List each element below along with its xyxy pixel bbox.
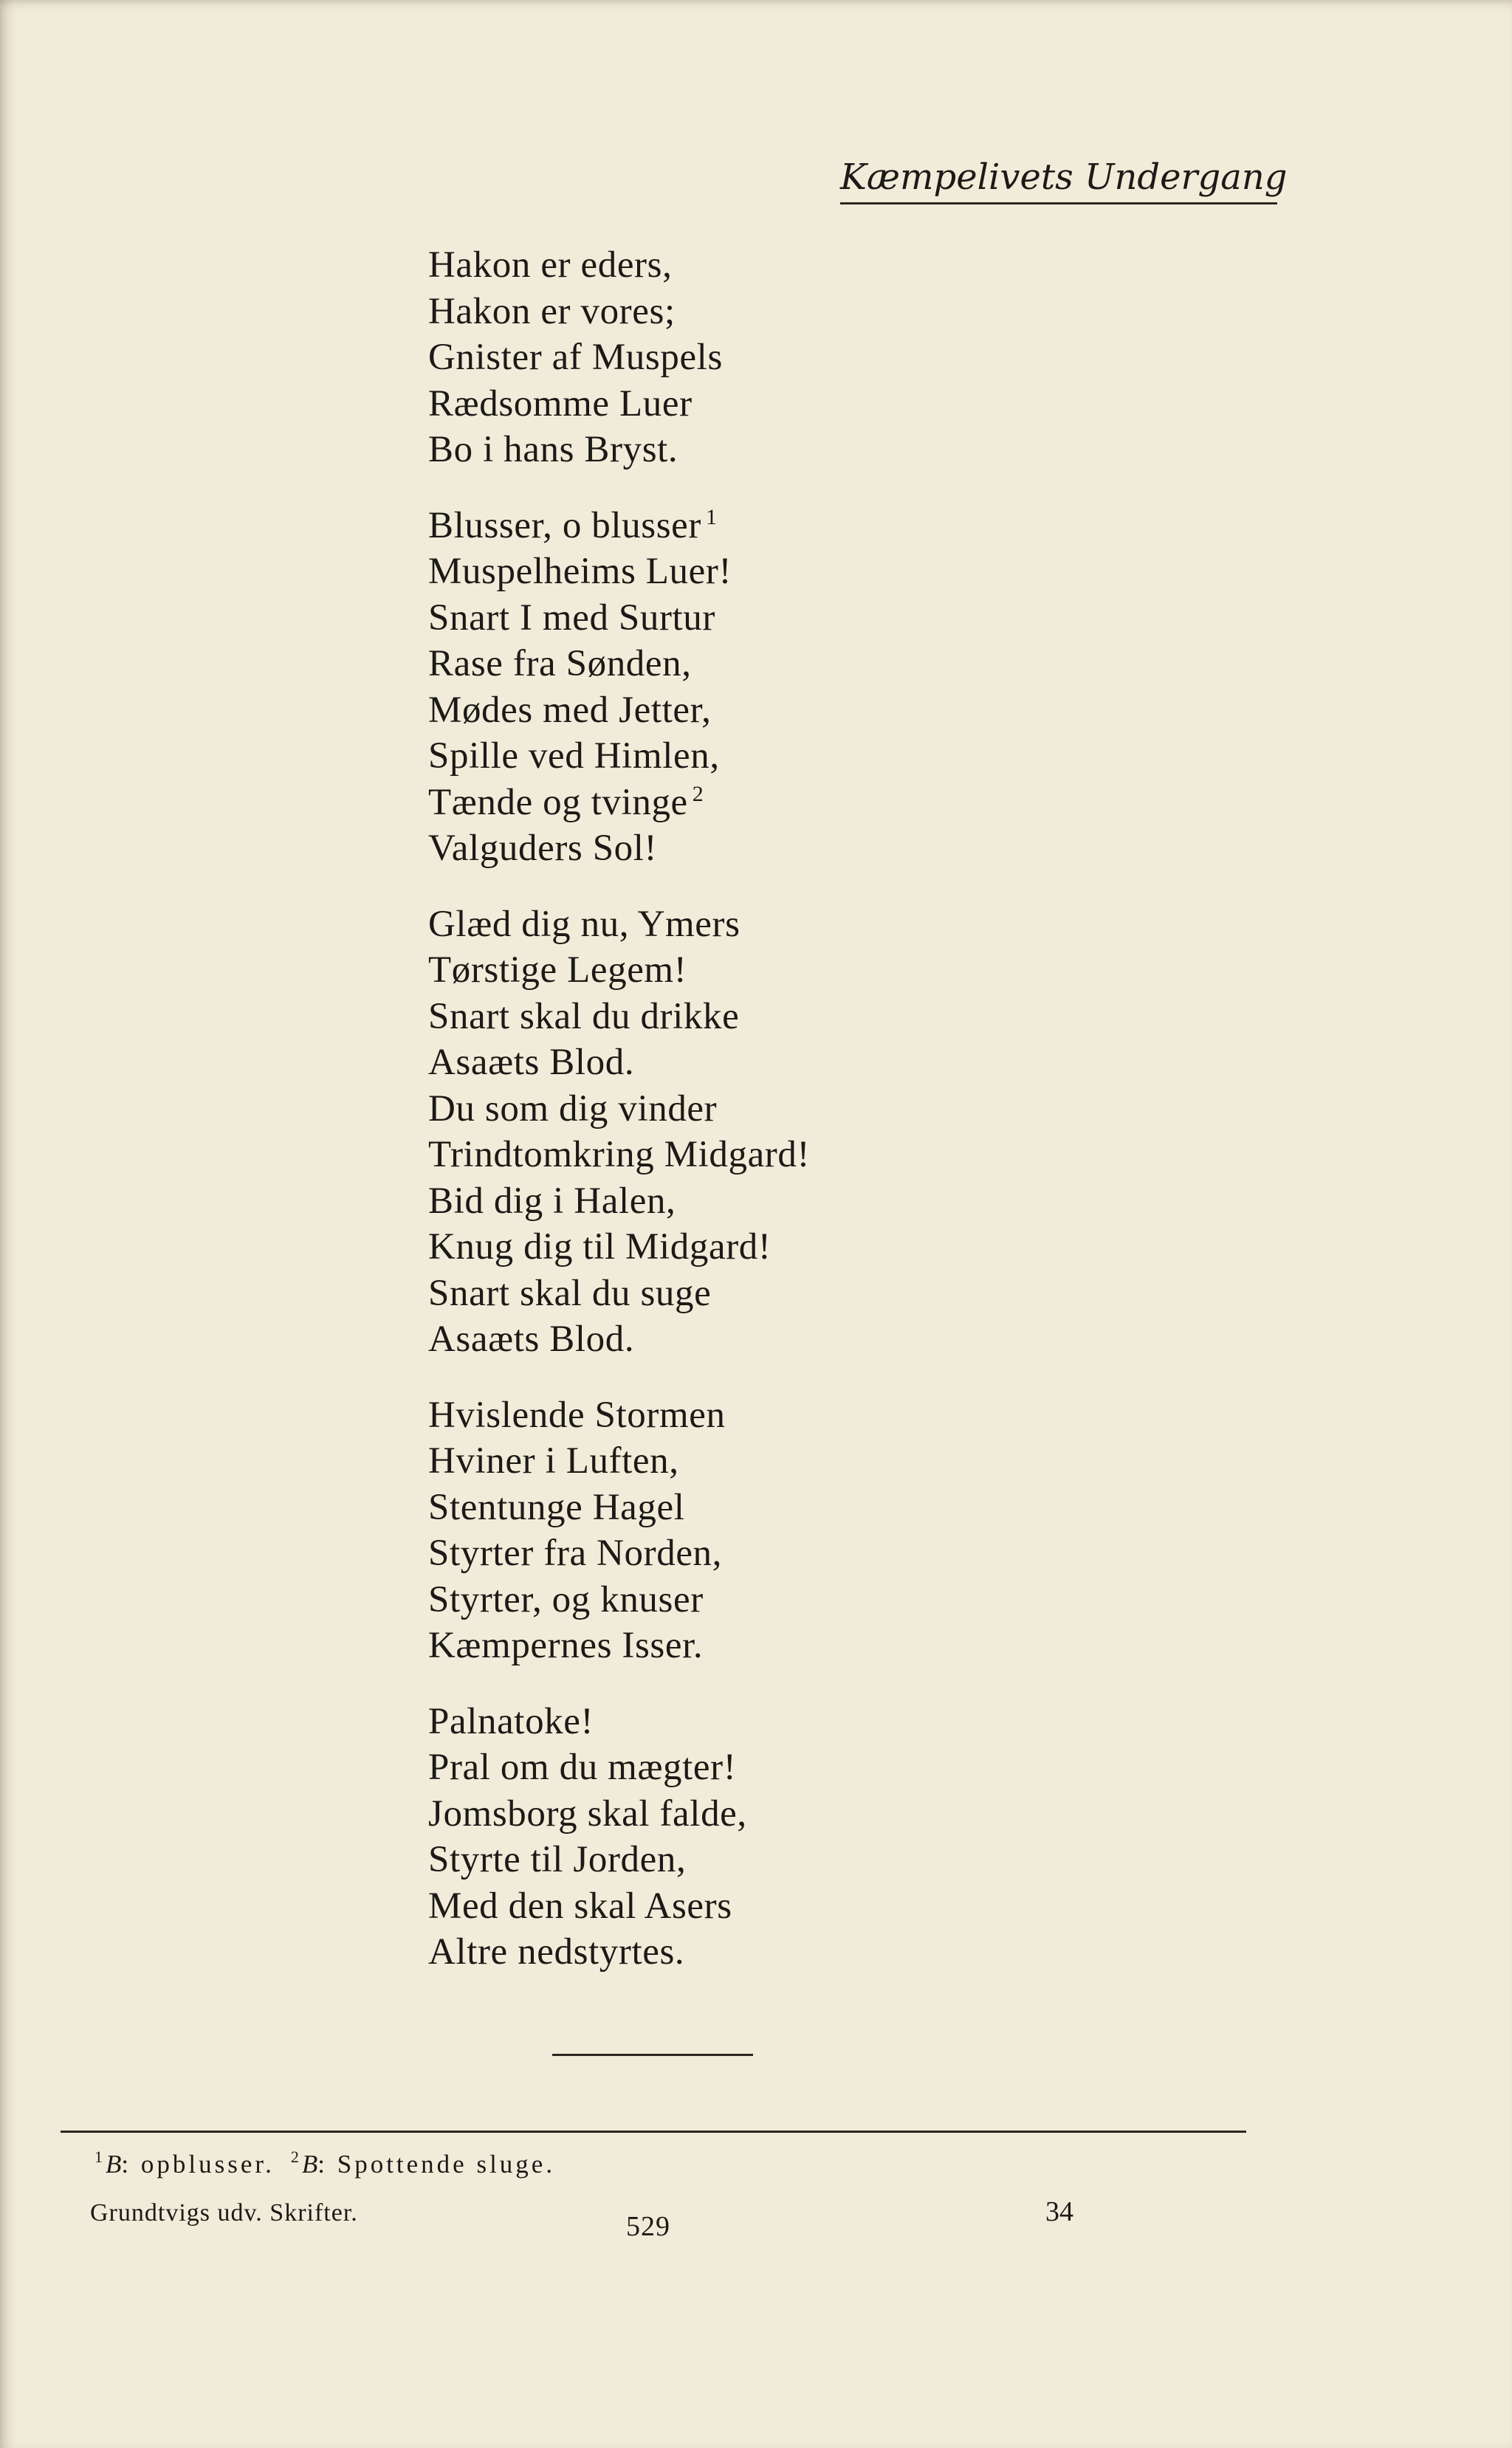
verse-line: Styrte til Jorden, xyxy=(428,1839,687,1880)
footnote-number: 2 xyxy=(290,2148,299,2166)
verse-line: Asaæts Blod. xyxy=(428,1042,635,1083)
verse-line: Bid dig i Halen, xyxy=(428,1180,676,1222)
verse-line: Palnatoke! xyxy=(428,1700,594,1742)
verse-line: Glæd dig nu, Ymers xyxy=(428,903,740,945)
verse-line: Knug dig til Midgard! xyxy=(428,1226,772,1268)
verse-line: Tørstige Legem! xyxy=(428,949,687,991)
verse-line: Hviner i Luften, xyxy=(428,1440,679,1482)
verse-line: Snart skal du drikke xyxy=(428,995,740,1037)
stanza xyxy=(428,503,1093,872)
verse-line: Styrter fra Norden, xyxy=(428,1533,723,1574)
poem xyxy=(428,242,1093,1976)
verse-line: Pral om du mægter! xyxy=(428,1747,737,1788)
footnote-source: B xyxy=(301,2150,318,2179)
verse-line: Asaæts Blod. xyxy=(428,1318,635,1360)
footnote: $^2$ B: Spottende sluge. xyxy=(290,2148,556,2179)
footnote-source: B xyxy=(106,2150,122,2179)
verse-line: Gnister af Muspels xyxy=(428,337,723,378)
verse-line: Med den skal Asers xyxy=(428,1885,732,1927)
verse-line: Du som dig vinder xyxy=(428,1087,718,1130)
page-number: 529 xyxy=(626,2211,670,2242)
printer-signature: Grundtvigs udv. Skrifter. xyxy=(90,2199,358,2227)
verse-line: Stentunge Hagel xyxy=(428,1486,685,1528)
verse-line: Snart I med Surtur xyxy=(428,596,715,639)
verse-line: Jomsborg skal falde, xyxy=(428,1792,747,1835)
footnote-text: Spottende sluge. xyxy=(337,2150,556,2179)
verse-line: Rædsomme Luer xyxy=(428,382,693,424)
footnote-number: 1 xyxy=(94,2148,103,2166)
verse-line: Muspelheims Luer! xyxy=(428,551,732,592)
sheet-number: 34 xyxy=(1045,2196,1073,2227)
verse-line: Altre nedstyrtes. xyxy=(428,1931,685,1973)
stanza xyxy=(428,901,1093,1363)
verse-line: Spille ved Himlen, xyxy=(428,735,720,777)
verse-line: Tænde og tvinge $^2$ xyxy=(428,781,704,823)
stanza xyxy=(428,1392,1093,1669)
stanza xyxy=(428,1699,1093,1976)
verse-line: Valguders Sol! xyxy=(428,828,658,869)
footnote-text: opblusser. xyxy=(140,2150,275,2179)
verse-line: Hakon er eders, xyxy=(428,244,673,286)
verse-line: Snart skal du suge xyxy=(428,1272,712,1314)
footnote-reference: 2 xyxy=(692,781,704,806)
footnote-separator xyxy=(61,2131,1246,2133)
verse-line: Styrter, og knuser xyxy=(428,1578,704,1620)
verse-line: Rase fra Sønden, xyxy=(428,643,692,684)
verse-line: Blusser, o blusser $^1$ xyxy=(428,504,718,546)
verse-line: Kæmpernes Isser. xyxy=(428,1625,704,1666)
end-of-text-rule xyxy=(552,2054,753,2056)
footnote: $^1$ B: opblusser. xyxy=(94,2148,275,2179)
verse-line: Mødes med Jetter, xyxy=(428,689,712,731)
footnote-reference: 1 xyxy=(706,504,718,529)
verse-line: Trindtomkring Midgard! xyxy=(428,1134,811,1175)
footnotes xyxy=(94,2145,555,2184)
running-head: Kæmpelivets Undergang xyxy=(840,154,1277,204)
verse-line: Hvislende Stormen xyxy=(428,1394,726,1436)
stanza xyxy=(428,242,1093,473)
verse-line: Bo i hans Bryst. xyxy=(428,429,678,470)
verse-line: Hakon er vores; xyxy=(428,290,676,332)
